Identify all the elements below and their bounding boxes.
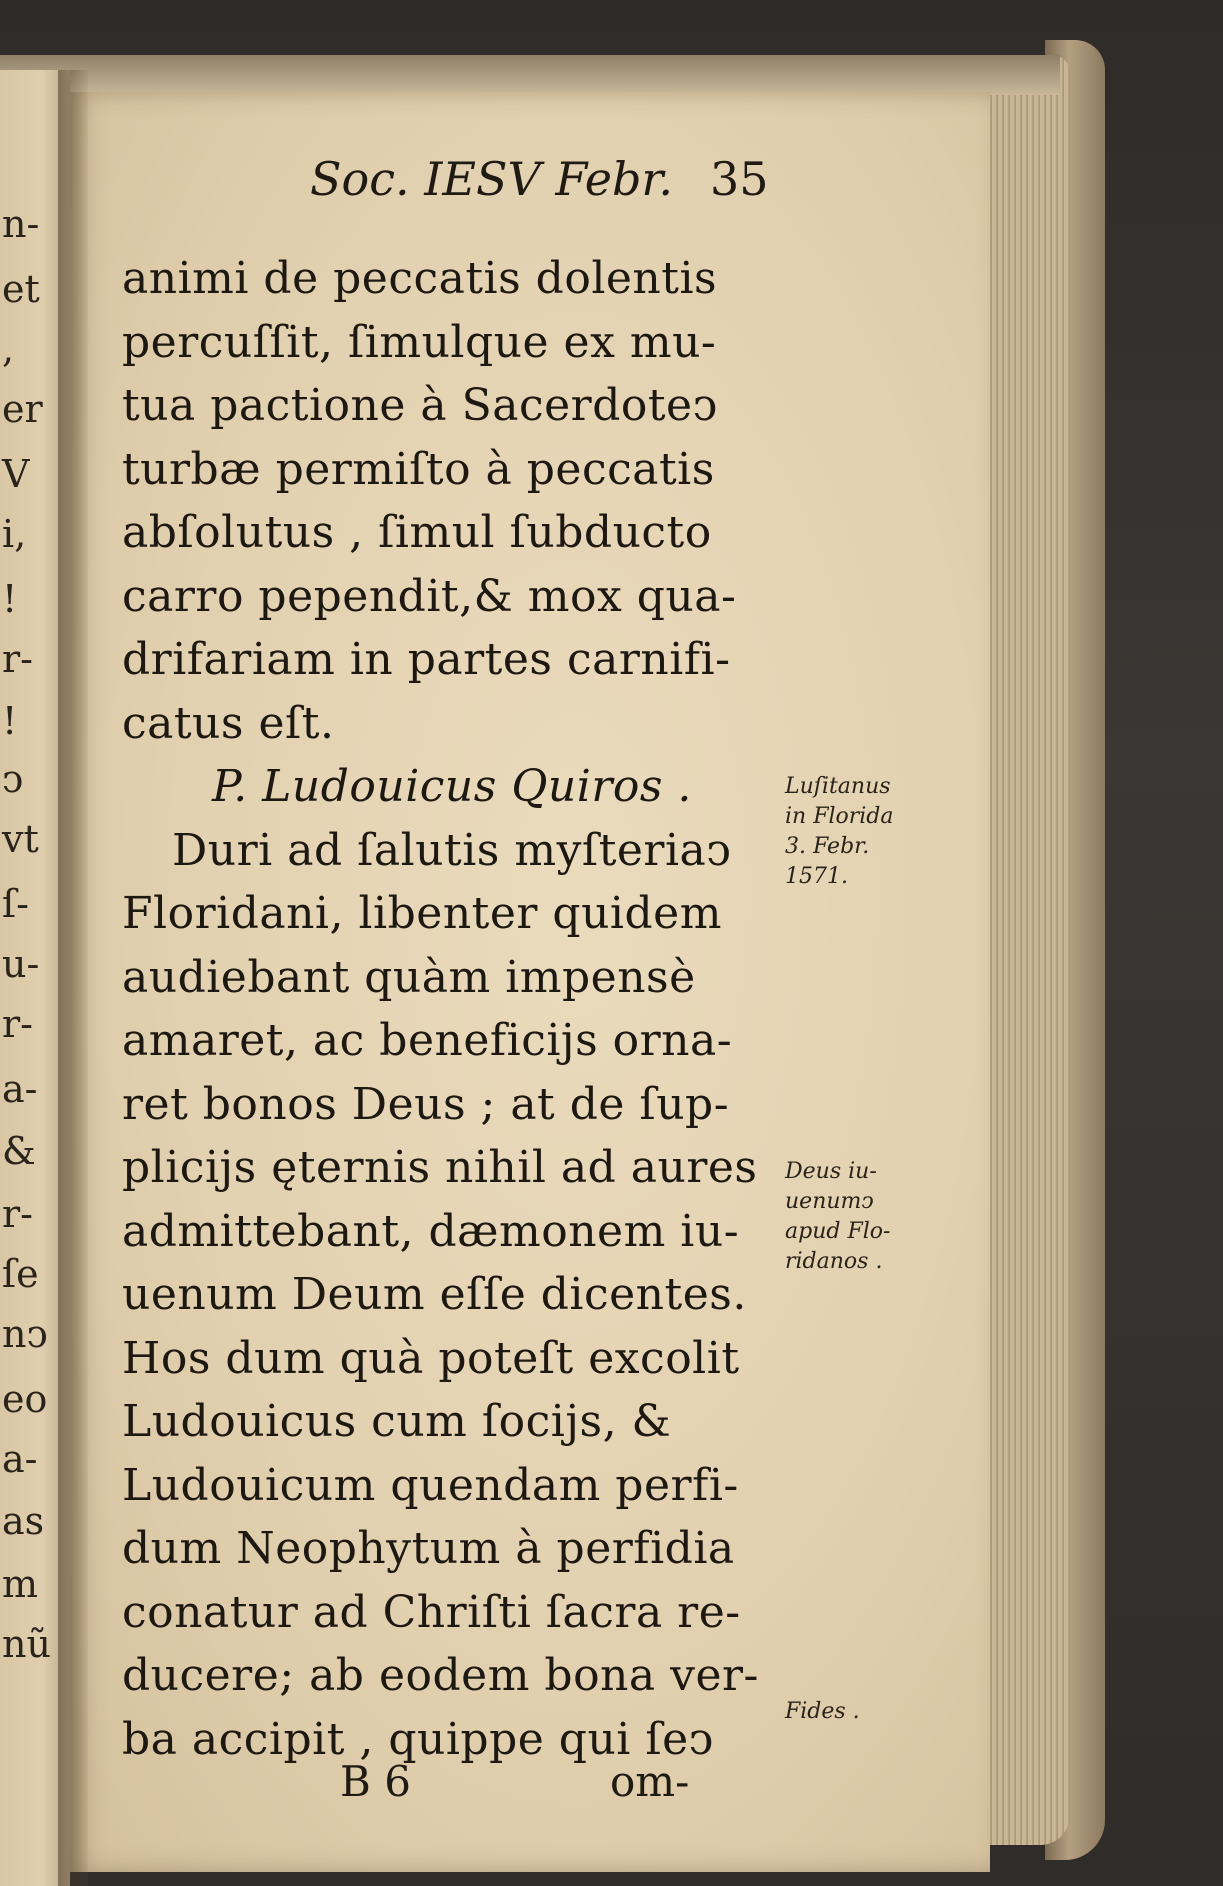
left-fragment: et <box>2 267 40 311</box>
left-fragment: ↄ <box>2 757 24 801</box>
text-line: drifariam in partes carnifi- <box>122 634 731 685</box>
margin-line: apud Flo- <box>785 1219 891 1244</box>
left-fragment: er <box>2 387 43 431</box>
body-text <box>122 247 812 1771</box>
margin-note-fides <box>785 1697 860 1727</box>
margin-line: Deus iu- <box>785 1159 877 1184</box>
margin-line: 1571. <box>785 864 848 889</box>
top-page-edge <box>0 55 1060 95</box>
text-line: Floridani, libenter quidem <box>122 888 722 939</box>
left-fragment: r- <box>2 1192 34 1236</box>
left-fragment: ſe <box>2 1252 39 1296</box>
text-line: turbæ permiſto à peccatis <box>122 443 715 495</box>
text-line: uenum Deum eſſe dicentes. <box>122 1269 747 1320</box>
running-head: Soc. IESV Febr. <box>310 152 673 206</box>
text-line: abſolutus , ſimul ſubducto <box>122 507 712 558</box>
left-fragment: a- <box>2 1067 38 1111</box>
text-line: audiebant quàm impensè <box>122 951 696 1003</box>
text-line: catus eſt. <box>122 697 335 749</box>
left-fragment: , <box>2 327 15 371</box>
left-fragment: vt <box>2 817 39 861</box>
text-line: ret bonos Deus ; at de ſup- <box>122 1078 730 1130</box>
book-page <box>70 92 990 1872</box>
text-line: percuſſit, ſimulque ex mu- <box>122 316 717 368</box>
margin-note-lusitanus <box>785 772 894 892</box>
text-line: dum Neophytum à perfidia <box>122 1523 735 1574</box>
text-line: admittebant, dæmonem iu- <box>122 1205 740 1257</box>
margin-line: in Florida <box>785 804 894 829</box>
text-line: Ludouicum quendam perfi- <box>122 1459 739 1511</box>
margin-line: 3. Febr. <box>785 834 870 859</box>
text-line: Duri ad ſalutis myſteriaↄ <box>172 824 732 876</box>
left-fragment: eo <box>2 1377 48 1421</box>
section-heading: P. Ludouicus Quiros . <box>212 761 692 812</box>
left-fragment: ſ- <box>2 882 29 926</box>
page-footer <box>70 1757 990 1817</box>
left-fragment: r- <box>2 1002 34 1046</box>
left-fragment: a- <box>2 1437 38 1481</box>
left-fragment: as <box>2 1499 45 1543</box>
left-fragment: & <box>2 1129 36 1173</box>
margin-line: ridanos . <box>785 1249 883 1274</box>
left-fragment: n- <box>2 202 40 246</box>
text-line: Ludouicus cum ſocijs, & <box>122 1396 672 1447</box>
text-line: animi de peccatis dolentis <box>122 253 718 304</box>
text-line: amaret, ac beneficijs orna- <box>122 1015 733 1066</box>
page-header <box>70 152 990 212</box>
left-fragment: nↄ <box>2 1312 48 1356</box>
text-line: plicijs ęternis nihil ad aures <box>122 1142 758 1193</box>
text-line: tua pactione à Sacerdoteↄ <box>122 380 718 431</box>
left-fragment: V <box>2 452 30 496</box>
left-fragment: m <box>2 1562 39 1606</box>
gutter-shadow <box>58 70 88 1886</box>
margin-note-deus-iuvenum <box>785 1157 890 1277</box>
text-line: carro pependit,& mox qua- <box>122 570 737 622</box>
left-fragment: nũ <box>2 1622 51 1666</box>
left-fragment: i, <box>2 512 27 556</box>
left-fragment: ! <box>2 699 18 743</box>
text-line: conatur ad Chriſti ſacra re- <box>122 1586 741 1638</box>
left-fragment: u- <box>2 942 40 986</box>
margin-line: Fides . <box>785 1699 860 1724</box>
page-number: 35 <box>710 152 769 206</box>
catchword: om- <box>610 1757 690 1806</box>
margin-line: Luſitanus <box>785 774 891 799</box>
left-fragment: r- <box>2 637 34 681</box>
text-line: Hos dum quà poteſt excolit <box>122 1332 740 1384</box>
signature-mark: B 6 <box>340 1757 411 1806</box>
left-fragment: ! <box>2 577 18 621</box>
text-line: ducere; ab eodem bona ver- <box>122 1650 759 1701</box>
text-line: ba accipit , quippe qui ſeↄ <box>122 1713 714 1765</box>
margin-line: uenumↄ <box>785 1189 874 1214</box>
